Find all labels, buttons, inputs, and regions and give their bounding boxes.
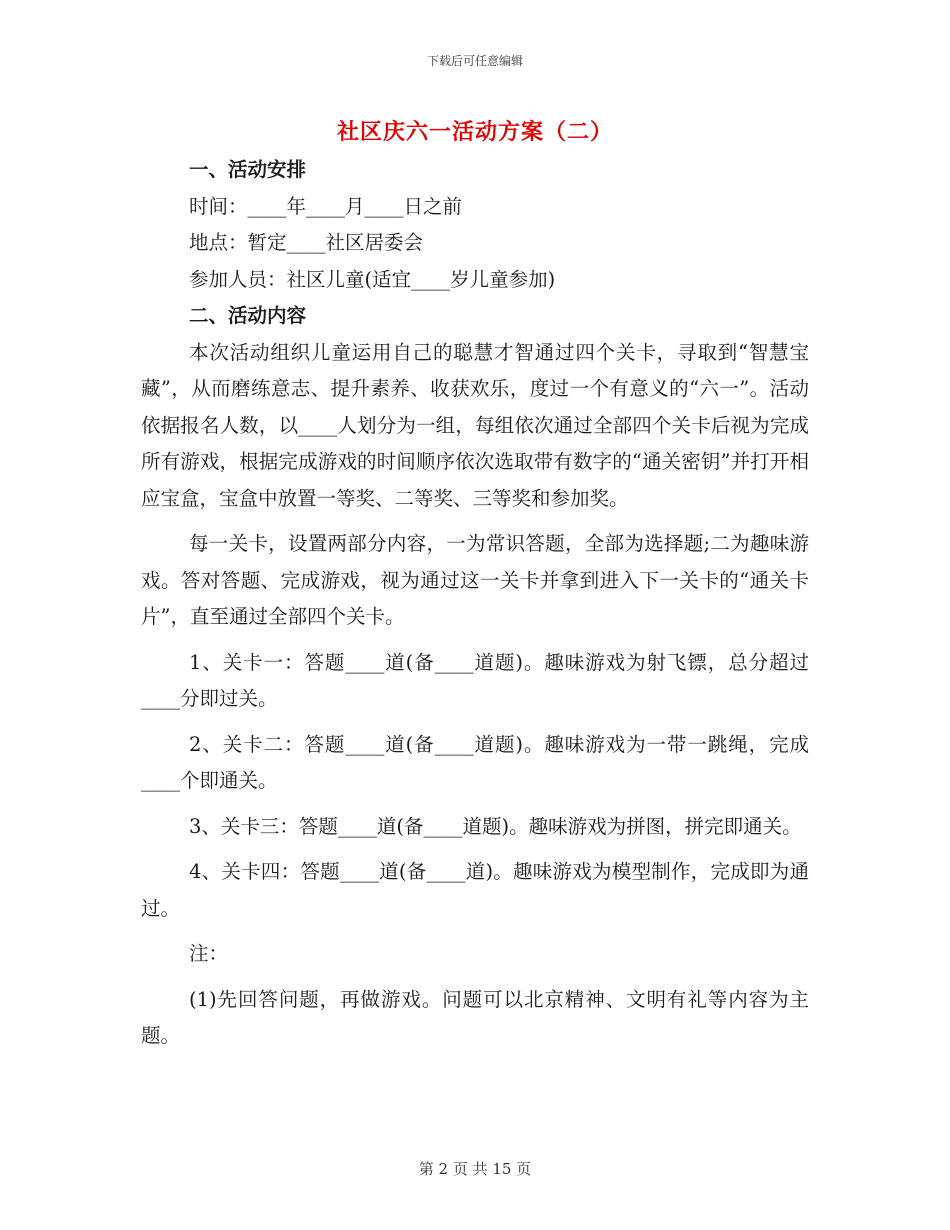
document-title: 社区庆六一活动方案（二） — [336, 119, 613, 145]
place-line: 地点：暂定____社区居委会 — [189, 231, 424, 254]
level-three: 3、关卡三：答题____道(备____道题)。趣味游戏为拼图，拼完即通关。 — [189, 814, 802, 838]
document-body — [141, 152, 809, 1055]
section-heading-content: 二、活动内容 — [189, 304, 307, 327]
content-paragraph-levels: 每一关卡，设置两部分内容，一为常识答题，全部为选择题;二为趣味游戏。答对答题、完成游戏，视为通过这一关卡并拿到进入下一关卡的“通关卡片”，直至通过全部四个关卡。 — [141, 532, 809, 628]
participants-line: 参加人员：社区儿童(适宜____岁儿童参加) — [189, 267, 556, 291]
page-number: 第 2 页 共 15 页 — [418, 1160, 532, 1178]
level-one: 1、关卡一：答题____道(备____道题)。趣味游戏为射飞镖，总分超过____分即过关。 — [141, 650, 809, 710]
level-four: 4、关卡四：答题____道(备____道)。趣味游戏为模型制作，完成即为通过。 — [141, 860, 809, 920]
header-note: 下载后可任意编辑 — [426, 54, 523, 68]
section-heading-arrangement: 一、活动安排 — [189, 158, 307, 181]
note-label: 注： — [189, 942, 229, 965]
note-item-1: (1)先回答问题，再做游戏。问题可以北京精神、文明有礼等内容为主题。 — [141, 987, 809, 1047]
level-two: 2、关卡二：答题____道(备____道题)。趣味游戏为一带一跳绳，完成____个即通关。 — [141, 732, 809, 792]
time-line: 时间：____年____月____日之前 — [189, 194, 463, 218]
content-paragraph-intro: 本次活动组织儿童运用自己的聪慧才智通过四个关卡，寻取到“智慧宝藏”，从而磨练意志、提升素养、收获欢乐，度过一个有意义的“六一”。活动依据报名人数，以____人划分为一组，每组依次通过全部四个关卡后视为完成所有游戏，根据完成游戏的时间顺序依次选取带有数字的“通关密钥”并打开相应宝盒，宝盒中放置一等奖、二等奖、三等奖和参加奖。 — [141, 340, 809, 510]
